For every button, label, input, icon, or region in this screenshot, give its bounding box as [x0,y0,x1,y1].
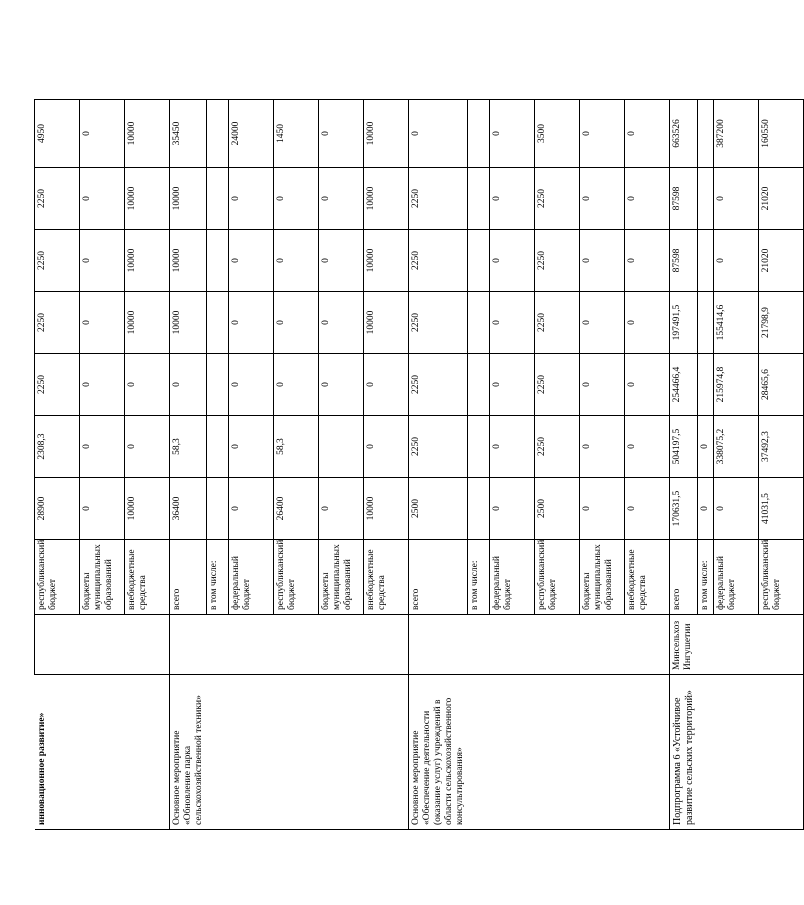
value-cell [697,168,713,230]
value-cell: 2308,3 [35,416,80,478]
value-cell: 0 [625,416,670,478]
value-cell: 0 [274,168,319,230]
source-label: республиканский бюджет [274,540,319,615]
value-cell: 0 [274,354,319,416]
value-cell [207,354,229,416]
value-cell: 2250 [35,230,80,292]
value-cell: 0 [274,230,319,292]
value-cell: 0 [80,416,125,478]
program-cell: Основное мероприятие «Обновление парка сельскохозяйственной техники» [170,675,207,830]
value-cell: 10000 [364,100,409,168]
value-cell: 0 [319,168,364,230]
program-cell: инновационное развитие» [35,675,80,830]
value-cell: 0 [319,100,364,168]
value-cell [697,100,713,168]
program-cell [364,675,409,830]
value-cell: 28465,6 [758,354,803,416]
value-cell [468,354,490,416]
value-cell: 338075,2 [713,416,758,478]
executor-cell [80,615,125,675]
program-cell: Основное мероприятие «Обеспечение деятельности (оказание услуг) учреждений в области сельскохозяйственного консультирования» [409,675,468,830]
value-cell: 0 [319,230,364,292]
value-cell: 1450 [274,100,319,168]
value-cell: 0 [490,168,535,230]
source-label: бюджеты муниципальных образований [580,540,625,615]
value-cell: 170631,5 [670,478,698,540]
value-cell: 387200 [713,100,758,168]
value-cell: 504197,5 [670,416,698,478]
value-cell: 0 [580,292,625,354]
source-label: республиканский бюджет [758,540,803,615]
program-cell [319,675,364,830]
executor-cell: Минсельхоз Ингушетии [670,615,698,675]
value-cell: 0 [580,478,625,540]
value-cell [207,168,229,230]
value-cell: 3500 [535,100,580,168]
table-row [170,100,207,830]
executor-cell [364,615,409,675]
value-cell: 10000 [364,230,409,292]
source-label: в том числе: [468,540,490,615]
table-row [409,100,468,830]
table-row [319,100,364,830]
value-cell: 155414,6 [713,292,758,354]
value-cell: 0 [580,230,625,292]
value-cell: 2250 [409,354,468,416]
value-cell: 0 [80,354,125,416]
executor-cell [625,615,670,675]
program-cell [229,675,274,830]
table-row [670,100,698,830]
value-cell: 0 [229,230,274,292]
value-cell [468,230,490,292]
value-cell [468,100,490,168]
value-cell: 2250 [409,230,468,292]
source-label: бюджеты муниципальных образований [80,540,125,615]
value-cell: 0 [580,416,625,478]
value-cell: 0 [409,100,468,168]
value-cell: 0 [490,478,535,540]
program-cell [274,675,319,830]
value-cell: 21798,9 [758,292,803,354]
value-cell: 0 [490,292,535,354]
executor-cell [229,615,274,675]
value-cell: 10000 [125,100,170,168]
executor-cell [207,615,229,675]
value-cell: 10000 [170,230,207,292]
value-cell: 4950 [35,100,80,168]
source-label: в том числе: [207,540,229,615]
value-cell: 2500 [409,478,468,540]
source-label: всего [170,540,207,615]
value-cell: 0 [490,230,535,292]
value-cell [207,416,229,478]
table-body [35,100,804,830]
value-cell: 0 [713,230,758,292]
value-cell: 0 [713,478,758,540]
table-row [229,100,274,830]
value-cell: 2500 [535,478,580,540]
table-row [125,100,170,830]
value-cell: 2250 [409,416,468,478]
executor-cell [535,615,580,675]
value-cell: 0 [229,292,274,354]
value-cell: 215974,8 [713,354,758,416]
program-cell [758,675,803,830]
table-row [535,100,580,830]
value-cell: 0 [319,478,364,540]
value-cell: 87598 [670,168,698,230]
value-cell [697,230,713,292]
executor-cell [170,615,207,675]
value-cell: 2250 [35,168,80,230]
value-cell: 0 [490,416,535,478]
value-cell: 10000 [125,292,170,354]
value-cell: 0 [80,478,125,540]
value-cell: 663526 [670,100,698,168]
value-cell: 10000 [364,168,409,230]
value-cell: 0 [229,354,274,416]
executor-cell [468,615,490,675]
executor-cell [35,615,80,675]
value-cell: 2250 [35,292,80,354]
value-cell: 2250 [535,230,580,292]
table-row [490,100,535,830]
table-row [625,100,670,830]
program-cell [625,675,670,830]
program-cell [468,675,490,830]
value-cell: 2250 [535,416,580,478]
program-cell [580,675,625,830]
source-label: внебюджетные средства [625,540,670,615]
executor-cell [125,615,170,675]
value-cell: 0 [364,416,409,478]
value-cell: 0 [490,354,535,416]
table-row [713,100,758,830]
value-cell: 0 [80,100,125,168]
value-cell: 58,3 [170,416,207,478]
value-cell: 10000 [125,478,170,540]
table-row [80,100,125,830]
source-label: федеральный бюджет [713,540,758,615]
value-cell: 160550 [758,100,803,168]
program-cell [207,675,229,830]
value-cell: 0 [364,354,409,416]
value-cell: 254466,4 [670,354,698,416]
value-cell: 0 [490,100,535,168]
executor-cell [409,615,468,675]
value-cell [468,168,490,230]
value-cell [468,416,490,478]
value-cell: 0 [125,354,170,416]
value-cell [207,478,229,540]
source-label: федеральный бюджет [229,540,274,615]
value-cell: 0 [319,292,364,354]
table-row [207,100,229,830]
executor-cell [274,615,319,675]
value-cell: 21020 [758,230,803,292]
table-row [697,100,713,830]
value-cell: 0 [697,416,713,478]
value-cell: 0 [625,230,670,292]
value-cell [468,292,490,354]
value-cell: 0 [625,354,670,416]
program-cell [713,675,758,830]
value-cell: 0 [580,100,625,168]
value-cell: 10000 [170,292,207,354]
executor-cell [758,615,803,675]
value-cell: 0 [625,100,670,168]
value-cell: 0 [80,230,125,292]
table-row [468,100,490,830]
value-cell: 2250 [535,168,580,230]
value-cell [207,230,229,292]
value-cell: 10000 [125,230,170,292]
value-cell: 0 [170,354,207,416]
value-cell: 0 [229,416,274,478]
value-cell: 58,3 [274,416,319,478]
source-label: в том числе: [697,540,713,615]
source-label: республиканский бюджет [535,540,580,615]
source-label: федеральный бюджет [490,540,535,615]
value-cell: 21020 [758,168,803,230]
value-cell [319,416,364,478]
value-cell [697,292,713,354]
value-cell: 10000 [364,478,409,540]
value-cell: 0 [625,478,670,540]
value-cell: 0 [580,354,625,416]
value-cell: 87598 [670,230,698,292]
value-cell: 35450 [170,100,207,168]
value-cell: 197491,5 [670,292,698,354]
table-row [274,100,319,830]
program-cell [125,675,170,830]
source-label: бюджеты муниципальных образований [319,540,364,615]
value-cell: 0 [274,292,319,354]
program-cell [697,675,713,830]
value-cell: 2250 [535,354,580,416]
source-label: внебюджетные средства [364,540,409,615]
value-cell: 41031,5 [758,478,803,540]
value-cell: 2250 [535,292,580,354]
value-cell: 2250 [409,168,468,230]
value-cell: 10000 [364,292,409,354]
table-row [364,100,409,830]
value-cell: 24000 [229,100,274,168]
value-cell: 0 [80,168,125,230]
source-label: республиканский бюджет [35,540,80,615]
executor-cell [697,615,713,675]
program-cell [80,675,125,830]
value-cell: 0 [229,168,274,230]
executor-cell [713,615,758,675]
value-cell: 37492,3 [758,416,803,478]
value-cell: 0 [580,168,625,230]
program-cell [490,675,535,830]
value-cell: 0 [319,354,364,416]
value-cell [207,100,229,168]
value-cell: 2250 [35,354,80,416]
value-cell: 0 [625,292,670,354]
value-cell: 0 [80,292,125,354]
program-cell [535,675,580,830]
source-label: всего [670,540,698,615]
value-cell: 2250 [409,292,468,354]
value-cell: 0 [713,168,758,230]
value-cell: 10000 [170,168,207,230]
value-cell [697,354,713,416]
value-cell [468,478,490,540]
value-cell: 0 [125,416,170,478]
value-cell: 0 [625,168,670,230]
table-row [580,100,625,830]
value-cell: 36400 [170,478,207,540]
table-row [35,100,80,830]
value-cell: 0 [229,478,274,540]
value-cell: 0 [697,478,713,540]
value-cell: 26400 [274,478,319,540]
rotated-page [34,100,782,830]
table-row [758,100,803,830]
value-cell: 10000 [125,168,170,230]
value-cell: 28900 [35,478,80,540]
source-label: всего [409,540,468,615]
source-label: внебюджетные средства [125,540,170,615]
program-cell: Подпрограмма 6 «Устойчивое развитие сельских территорий» [670,675,698,830]
executor-cell [490,615,535,675]
executor-cell [580,615,625,675]
value-cell [207,292,229,354]
budget-table [34,99,804,830]
executor-cell [319,615,364,675]
